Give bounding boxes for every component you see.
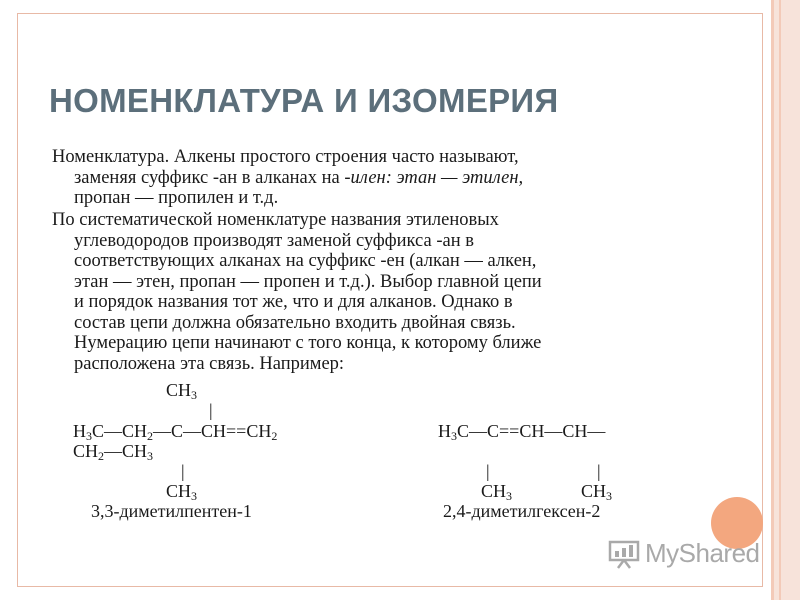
text-line: углеводородов производят заменой суффикса -ан в [74, 230, 474, 251]
formula1-top-methyl: $CH_3$ [166, 380, 198, 402]
text-segment: заменяя суффикс -ан в алканах на [74, 167, 345, 188]
formula2-name: 2,4-диметилгексен-2 [443, 501, 601, 521]
text-line: состав цепи должна обязательно входить двойная связь. [74, 312, 516, 333]
formula1-chain-continuation: $CH_2—CH_3$ [73, 441, 154, 463]
formula1-bottom-methyl: $CH_3$ [166, 481, 198, 503]
formula1-bottom-bond: | [181, 461, 185, 481]
watermark-logo [607, 538, 760, 569]
formula1-name: 3,3-диметилпентен-1 [91, 501, 252, 521]
formula1-top-bond: | [209, 400, 213, 420]
text-line: и порядок названия тот же, что и для алканов. Однако в [74, 292, 513, 312]
text-line [52, 168, 692, 189]
formula2-methyl-left: $CH_3$ [481, 481, 513, 503]
watermark-text: MyShared [645, 538, 760, 568]
band-stripe [779, 0, 781, 600]
formula2-main-chain: $H_3C—C==CH—CH—$ [438, 421, 606, 443]
formula2-bond-left: | [486, 461, 490, 481]
text-line: расположена эта связь. Например: [74, 353, 345, 374]
decorative-side-band [771, 0, 800, 600]
presentation-board-icon [607, 539, 641, 569]
text-line: Нумерацию цепи начинают с того конца, к которому ближе [74, 333, 542, 353]
text-line: Номенклатура. Алкены простого строения часто называют, [52, 147, 519, 167]
paragraph-systematic [52, 210, 692, 374]
text-line: соответствующих алканах на суффикс -ен (алкан — алкен, [74, 251, 537, 271]
band-stripe [771, 0, 774, 600]
text-line: По систематической номенклатуре названия этиленовых [52, 210, 499, 230]
formula2-methyl-right: $CH_3$ [581, 481, 613, 503]
slide-title: НОМЕНКЛАТУРА И ИЗОМЕРИЯ [49, 82, 559, 119]
italic-example: -илен: этан — этилен, [344, 167, 524, 188]
text-line: пропан — пропилен и т.д. [74, 188, 279, 208]
text-line: этан — этен, пропан — пропен и т.д.). Выбор главной цепи [74, 271, 542, 292]
paragraph-nomenclature [52, 147, 692, 209]
formula1-main-chain: $H_3C—CH_2—C—CH==CH_2$ [73, 421, 278, 443]
formula2-bond-right: | [597, 461, 601, 481]
